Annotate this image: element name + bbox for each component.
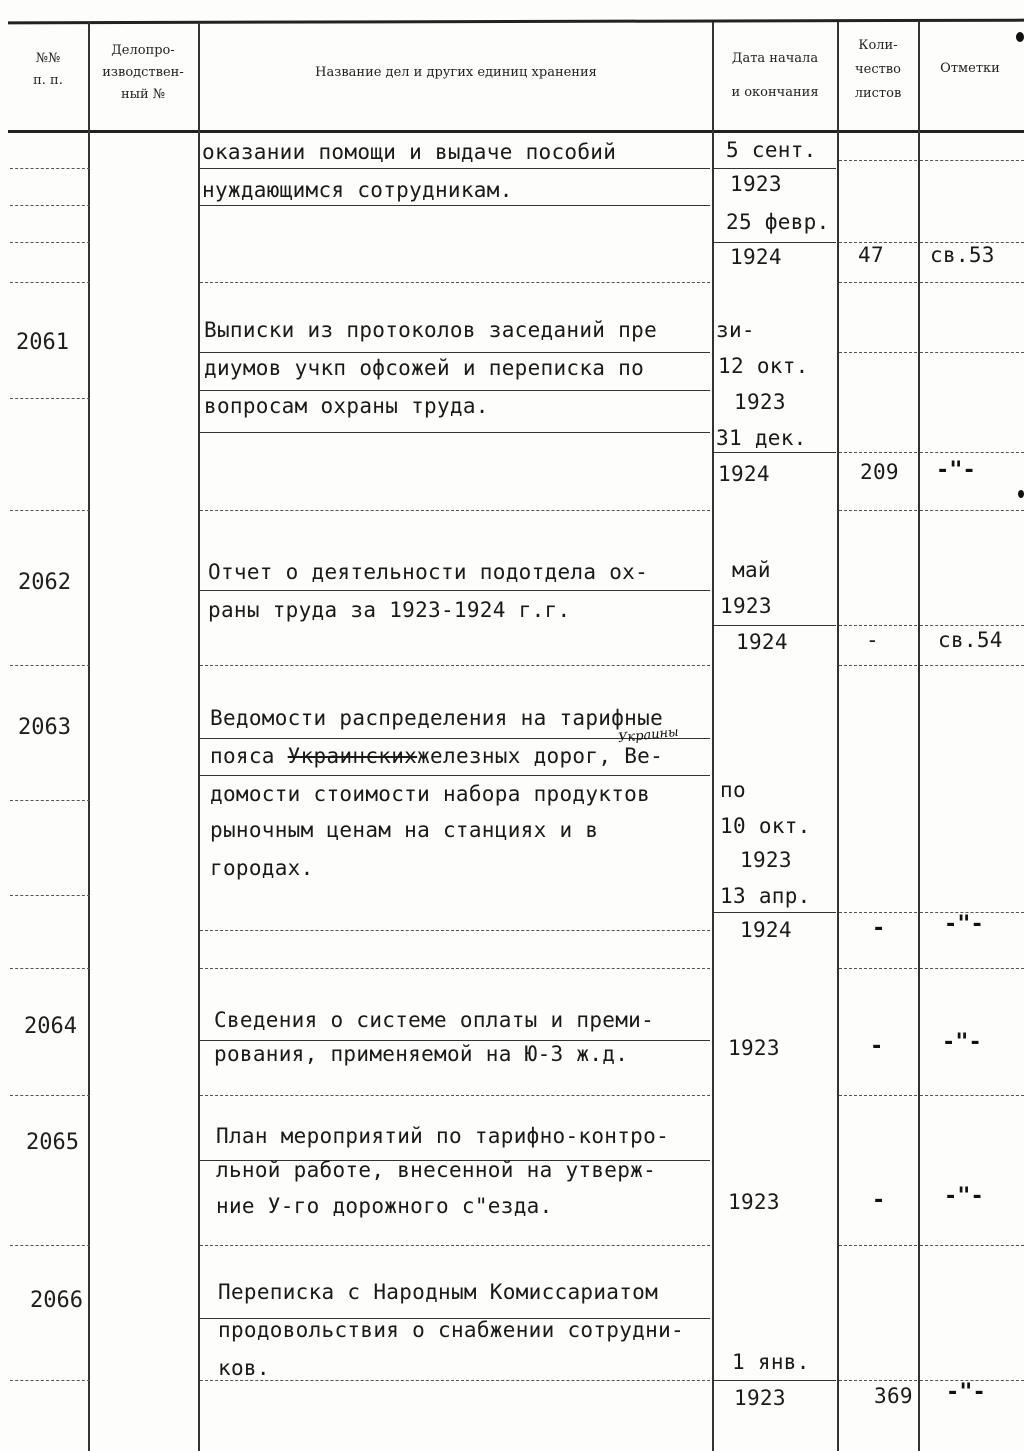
entry-title-line: Ведомости распределения на тарифные — [210, 706, 664, 730]
entry-sheets: 47 — [858, 243, 884, 267]
entry-title-line: диумов учкп офсожей и переписка по — [204, 356, 645, 380]
entry-date: 1923 — [728, 1190, 780, 1214]
entry-title-line: пояса Украинскихжелезных дорог, Ве- — [210, 744, 664, 768]
entry-date: 1923 — [734, 1386, 786, 1410]
entry-date: 25 февр. — [726, 210, 830, 234]
entry-sheets: - — [870, 1034, 884, 1059]
entry-sheets: - — [872, 916, 886, 941]
entry-title-line: Отчет о деятельности подотдела ох- — [208, 560, 649, 584]
entry-date: 1924 — [740, 918, 792, 942]
column-divider — [712, 22, 714, 1451]
entry-marks: -"- — [936, 458, 976, 483]
entry-sheets: 369 — [874, 1384, 913, 1408]
entry-title-line: домости стоимости набора продуктов — [210, 782, 651, 806]
entry-date: 10 окт. — [720, 814, 811, 838]
entry-title-line: Переписка с Народным Комиссариатом — [218, 1280, 659, 1304]
handwritten-insertion: Украины — [617, 724, 680, 747]
ink-blot — [1018, 490, 1024, 498]
column-divider — [88, 22, 90, 1451]
entry-title-line: оказании помощи и выдаче пособий — [202, 140, 617, 164]
entry-title-line: раны труда за 1923-1924 г.г. — [208, 598, 571, 622]
entry-marks: св.54 — [938, 628, 1003, 652]
entry-marks: св.53 — [930, 243, 995, 267]
entry-date: 1923 — [740, 848, 792, 872]
entry-date: 1924 — [730, 245, 782, 269]
entry-title-line: продовольствия о снабжении сотрудни- — [218, 1318, 684, 1342]
entry-title-line: городах. — [210, 856, 314, 880]
entry-title-line: рования, применяемой на Ю-З ж.д. — [214, 1042, 629, 1066]
entry-title-line: Выписки из протоколов заседаний пре — [204, 318, 658, 342]
entry-date: 1923 — [728, 1036, 780, 1060]
entry-title-line: льной работе, внесенной на утверж- — [216, 1158, 657, 1182]
column-divider — [918, 22, 920, 1451]
entry-number: 2061 — [16, 330, 69, 355]
header-title: Название дел и других единиц хранения — [315, 65, 597, 80]
entry-date: 5 сент. — [726, 138, 817, 162]
entry-title-line: ков. — [218, 1356, 270, 1380]
entry-sheets: - — [872, 1188, 886, 1213]
header-office-num: Делопро- изводствен- ный № — [102, 43, 184, 102]
entry-marks: -"- — [946, 1380, 986, 1405]
entry-date: 1924 — [718, 462, 770, 486]
entry-marks: -"- — [944, 1184, 984, 1209]
column-divider — [837, 22, 839, 1451]
entry-title-line: Сведения о системе оплаты и преми- — [214, 1008, 655, 1032]
entry-date: 12 окт. — [718, 354, 809, 378]
entry-date: по — [720, 778, 746, 802]
entry-sheets: 209 — [860, 460, 899, 484]
entry-number: 2064 — [24, 1014, 77, 1039]
header-num: №№ п. п. — [33, 51, 63, 88]
entry-number: 2062 — [18, 570, 71, 595]
entry-date: 1923 — [734, 390, 786, 414]
entry-date: 1 янв. — [732, 1350, 810, 1374]
entry-date: май — [732, 558, 771, 582]
entry-sheets: - — [866, 628, 879, 652]
entry-title-line: нуждающимся сотрудникам. — [202, 178, 513, 202]
entry-date: 1923 — [720, 594, 772, 618]
entry-date: 1924 — [736, 630, 788, 654]
column-divider — [198, 22, 200, 1451]
table-top-rule — [8, 19, 1024, 25]
entry-title-line: План мероприятий по тарифно-контро- — [216, 1124, 670, 1148]
entry-title-line: ние У-го дорожного с"езда. — [216, 1194, 553, 1218]
entry-number: 2065 — [26, 1130, 79, 1155]
entry-title-line: рыночным ценам на станциях и в — [210, 818, 599, 842]
struck-word: Украинских — [287, 744, 418, 768]
entry-title-continuation: зи- — [716, 318, 755, 342]
entry-date: 31 дек. — [716, 426, 807, 450]
entry-marks: -"- — [942, 1030, 982, 1055]
header-marks: Отметки — [940, 61, 1000, 76]
entry-date: 13 апр. — [720, 884, 811, 908]
header-sheets: Коли- чество листов — [854, 38, 902, 101]
entry-marks: -"- — [944, 912, 984, 937]
entry-number: 2063 — [18, 715, 71, 740]
ink-blot — [1016, 32, 1024, 42]
entry-date: 1923 — [730, 172, 782, 196]
header-bottom-rule — [8, 130, 1024, 133]
header-dates: Дата начала и окончания — [731, 51, 819, 100]
entry-title-line: вопросам охраны труда. — [204, 394, 489, 418]
entry-number: 2066 — [30, 1288, 83, 1313]
